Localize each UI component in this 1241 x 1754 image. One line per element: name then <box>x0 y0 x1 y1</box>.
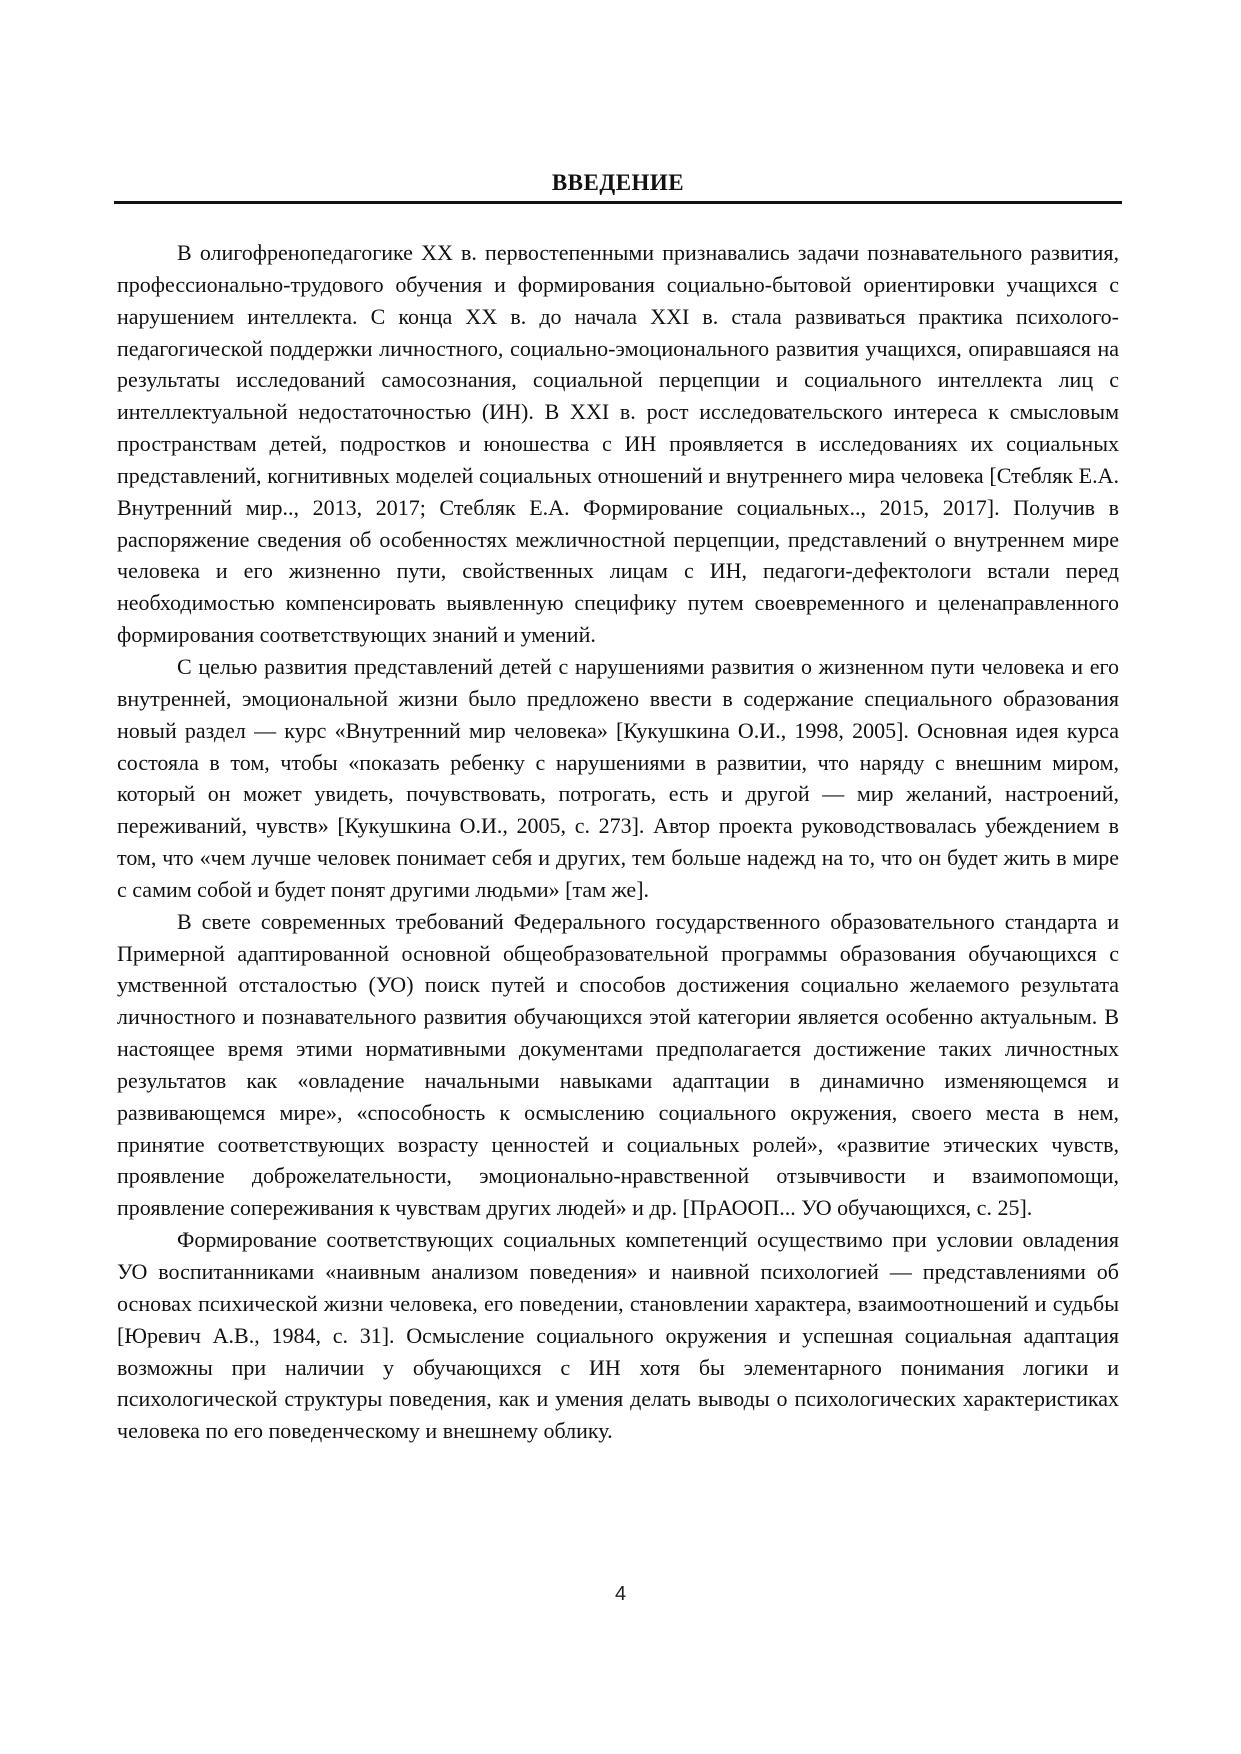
paragraph-4: Формирование соответствующих социальных компетенций осуществимо при условии овладения УО воспитанниками «наивным анализом поведения» и наивной психологией — представлениями об основах психической жизни человека, его поведении, становлении характера, взаимоотношений и судьбы [Юревич А.В., 1984, с. 31]. Осмысление социального окружения и успешная социальная адаптация возможны при наличии у обучающихся с ИН хотя бы элементарного понимания логики и психологической структуры поведения, как и умения делать выводы о психологических характеристиках человека по его поведенческому и внешнему облику. <box>117 1227 1119 1444</box>
heading-underline <box>114 201 1122 204</box>
section-heading: ВВЕДЕНИЕ <box>551 170 685 195</box>
page-number: 4 <box>614 1583 627 1605</box>
paragraph-3: В свете современных требований Федерального государственного образовательного стандарта и Примерной адаптированной основной общеобразовательной программы образования обучающихся с умственной отсталостью (УО) поиск путей и способов достижения социально желаемого результата личностного и познавательного развития обучающихся этой категории является особенно актуальным. В настоящее время этими нормативными документами предполагается достижение таких личностных результатов как «овладение начальными навыками адаптации в динамично изменяющемся и развивающемся мире», «способность к осмыслению социального окружения, своего места в нем, принятие соответствующих возрасту ценностей и социальных ролей», «развитие этических чувств, проявление доброжелательности, эмоционально-нравственной отзывчивости и взаимопомощи, проявление сопереживания к чувствам других людей» и др. [ПрАООП... УО обучающихся, с. 25]. <box>117 908 1119 1221</box>
paragraph-2: С целью развития представлений детей с нарушениями развития о жизненном пути человека и его внутренней, эмоциональной жизни было предложено ввести в содержание специального образования новый раздел — курс «Внутренний мир человека» [Кукушкина О.И., 1998, 2005]. Основная идея курса состояла в том, чтобы «показать ребенку с нарушениями в развитии, что наряду с внешним миром, который он может увидеть, почувствовать, потрогать, есть и другой — мир желаний, настроений, переживаний, чувств» [Кукушкина О.И., 2005, с. 273]. Автор проекта руководствовалась убеждением в том, что «чем лучше человек понимает себя и других, тем больше надежд на то, что он будет жить в мире с самим собой и будет понят другими людьми» [там же]. <box>117 653 1119 902</box>
body-text <box>117 237 1119 1447</box>
paragraph-1: В олигофренопедагогике XX в. первостепенными признавались задачи познавательного развития, профессионально-трудового обучения и формирования социально-бытовой ориентировки учащихся с нарушением интеллекта. С конца XX в. до начала XXI в. стала развиваться практика психолого-педагогической поддержки личностного, социально-эмоционального развития учащихся, опиравшаяся на результаты исследований самосознания, социальной перцепции и социального интеллекта лиц с интеллектуальной недостаточностью (ИН). В XXI в. рост исследовательского интереса к смысловым пространствам детей, подростков и юношества с ИН проявляется в исследованиях их социальных представлений, когнитивных моделей социальных отношений и внутреннего мира человека [Стебляк Е.А. Внутренний мир.., 2013, 2017; Стебляк Е.А. Формирование социальных.., 2015, 2017]. Получив в распоряжение сведения об особенностях межличностной перцепции, представлений о внутреннем мире человека и его жизненно пути, свойственных лицам с ИН, педагоги-дефектологи встали перед необходимостью компенсировать выявленную специфику путем своевременного и целенаправленного формирования соответствующих знаний и умений. <box>117 240 1119 648</box>
